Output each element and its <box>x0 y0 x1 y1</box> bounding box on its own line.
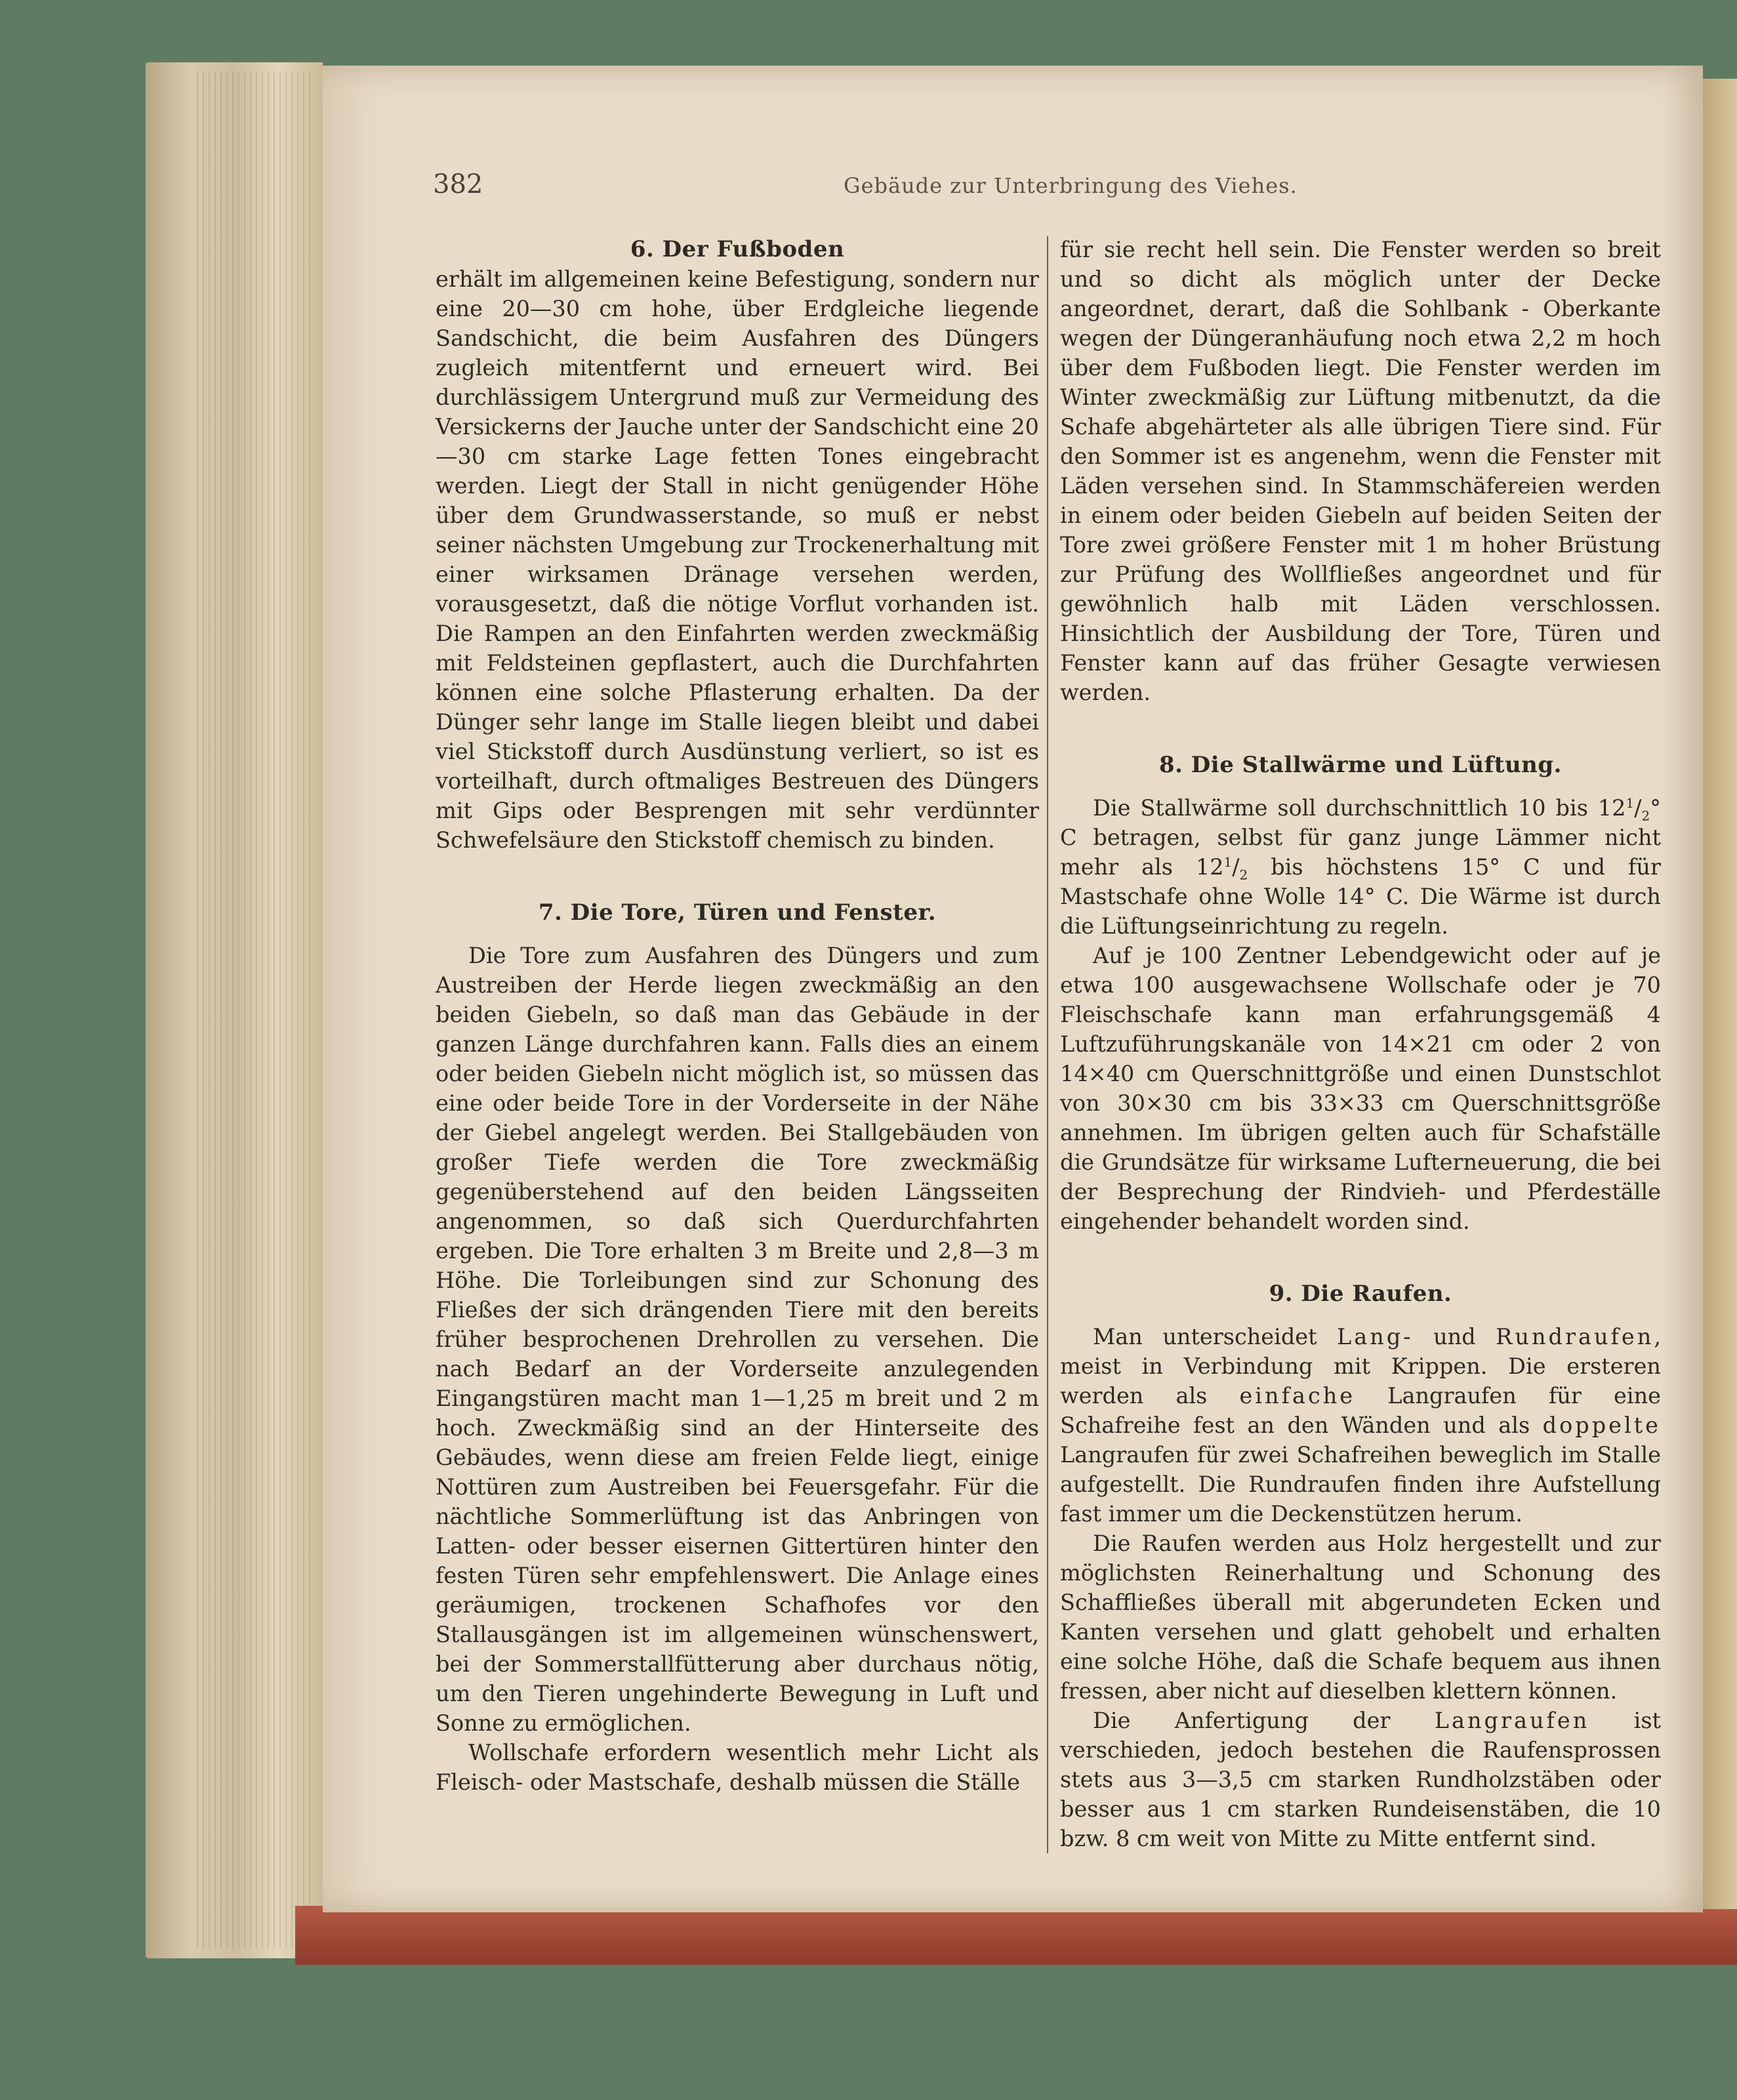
book-cover-edge <box>295 1906 1737 1965</box>
fraction-denominator: 2 <box>1641 808 1650 824</box>
section-7-paragraph-2: Wollschafe erfordern wesentlich mehr Licht als Fleisch- oder Mastschafe, deshalb müssen die Ställe <box>436 1740 1039 1795</box>
section-8-heading: 8. Die Stallwärme und Lüftung. <box>1158 752 1563 778</box>
s8-text-a: Die Stallwärme soll durchschnittlich 10 bis 12 <box>1093 795 1626 821</box>
s9-text-e: Langraufen für zwei Schafreihen beweglich im Stalle aufgestellt. Die Rundraufen finden ihre Aufstellung fast immer um die Deckenstützen herum. <box>1060 1442 1661 1527</box>
s8-text-b: ° C betragen, selbst für ganz junge Lämmer nicht mehr als 12 <box>1060 795 1661 880</box>
page-number: 382 <box>433 169 483 199</box>
section-7-paragraph-2-continued: für sie recht hell sein. Die Fenster werden so breit und so dicht als möglich unter der Decke angeordnet, derart, daß die Sohlbank - Oberkante wegen der Düngeranhäufung noch etwa 2,2 m hoch über dem Fußboden liegt. Die Fenster werden im Winter zweckmäßig zur Lüftung mitbenutzt, da die Schafe abgehärteter als alle übrigen Tiere sind. Für den Sommer ist es angenehm, wenn die Fenster mit Läden versehen sind. In Stammschäfereien werden in einem oder beiden Giebeln auf beiden Seiten der Tore zwei größere Fenster mit 1 m hoher Brüstung zur Prüfung des Wollfließes angeordnet und für gewöhnlich halb mit Läden verschlossen. Hinsichtlich der Ausbildung der Tore, Türen und Fenster kann auf das früher Gesagte verwiesen werden. <box>1060 237 1661 705</box>
section-9-paragraph-3 <box>1060 1706 1661 1853</box>
section-8-paragraph-1: Die Stallwärme soll durchschnittlich 10 bis $12^1/_2^\circ$ C betragen, selbst für ganz junge Lämmer nicht mehr als $12^1/_2$ bis höchstens 15° C und für Mastschafe ohne Wolle 14° C. Die Wärme ist durch die Lüftungseinrichtung zu regeln. <box>1060 794 1662 939</box>
term-rundraufen: Rundraufen <box>1496 1324 1654 1349</box>
fraction-denominator-2: 2 <box>1239 867 1248 883</box>
s9-text-c: , meist in Verbindung mit Krippen. Die ersteren werden als <box>1060 1324 1661 1409</box>
section-6-heading: 6. Der Fußboden <box>630 236 845 262</box>
section-9-paragraph-1 <box>1060 1322 1661 1529</box>
section-6-paragraph: erhält im allgemeinen keine Befestigung, sondern nur eine 20—30 cm hohe, über Erdgleiche liegende Sandschicht, die beim Ausfahren des Düngers zugleich mitentfernt und erneuert wird. Bei durchlässigem Untergrund muß zur Vermeidung des Versickerns der Jauche unter der Sandschicht eine 20—30 cm starke Lage fetten Tones eingebracht werden. Liegt der Stall in nicht genügender Höhe über dem Grundwasserstande, so muß er nebst seiner nächsten Umgebung zur Trockenerhaltung mit einer wirksamen Dränage versehen werden, vorausgesetzt, daß die nötige Vorflut vorhanden ist. Die Rampen an den Einfahrten werden zweckmäßig mit Feldsteinen gepflastert, auch die Durchfahrten können eine solche Pflasterung erhalten. Da der Dünger sehr lange im Stalle liegen bleibt und dabei viel Stickstoff durch Ausdünstung verliert, so ist es vorteilhaft, durch oftmaliges Bestreuen des Düngers mit Gips oder Besprengen mit sehr verdünnter Schwefelsäure den Stickstoff chemisch zu binden. <box>436 266 1039 853</box>
section-8-paragraph-2: Auf je 100 Zentner Lebendgewicht oder auf je etwa 100 ausgewachsene Wollschafe oder je 70 Fleischschafe kann man erfahrungsgemäß 4 Luftzuführungskanäle von 14×21 cm oder 2 von 14×40 cm Querschnittgröße und einen Dunstschlot von 30×30 cm bis 33×33 cm Querschnittsgröße annehmen. Im übrigen gelten auch für Schafställe die Grundsätze für wirksame Lufterneuerung, die bei der Besprechung der Rindvieh- und Pferdeställe eingehender behandelt worden sind. <box>1060 943 1661 1234</box>
section-7-heading: 7. Die Tore, Türen und Fenster. <box>538 899 937 926</box>
s9-text-a: Man unterscheidet <box>1093 1324 1338 1349</box>
section-9-paragraph-2: Die Raufen werden aus Holz hergestellt und zur möglichsten Reinerhaltung und Schonung des Schaffließes überall mit abgerundeten Ecken und Kanten versehen und glatt gehobelt und erhalten eine solche Höhe, daß die Schafe bequem aus ihnen fressen, aber nicht auf dieselben klettern können. <box>1060 1531 1661 1704</box>
s9-text-d: Langraufen für eine Schafreihe fest an den Wänden und als <box>1060 1383 1661 1438</box>
facing-page-edge <box>1703 79 1737 1909</box>
term-einfache: einfache <box>1239 1383 1356 1409</box>
fraction-numerator-2: 1 <box>1223 854 1233 870</box>
section-9-heading: 9. Die Raufen. <box>1269 1281 1452 1307</box>
column-divider <box>1047 236 1048 1853</box>
s9-text-b: und <box>1413 1324 1496 1349</box>
page-header <box>433 169 1666 209</box>
right-column <box>1060 235 1661 1855</box>
term-lang: Lang- <box>1337 1324 1414 1349</box>
term-doppelte: doppelte <box>1542 1412 1661 1438</box>
term-langraufen: Langraufen <box>1434 1708 1590 1733</box>
left-column <box>436 235 1039 1855</box>
running-head: Gebäude zur Unterbringung des Viehes. <box>844 173 1298 198</box>
fraction-numerator: 1 <box>1625 794 1635 811</box>
s9-p3-text-a: Die Anfertigung der <box>1093 1708 1435 1733</box>
s9-p3-text-b: ist verschieden, jedoch bestehen die Raufensprossen stets aus 3—3,5 cm starken Rundholzstäben oder besser aus 1 cm starken Rundeisenstäben, die 10 bzw. 8 cm weit von Mitte zu Mitte entfernt sind. <box>1060 1708 1661 1851</box>
s8-text-c: bis höchstens 15° C und für Mastschafe ohne Wolle 14° C. Die Wärme ist durch die Lüftungseinrichtung zu regeln. <box>1060 854 1662 939</box>
page-edge-lines <box>197 72 315 1948</box>
section-7-paragraph-1: Die Tore zum Ausfahren des Düngers und zum Austreiben der Herde liegen zweckmäßig an den beiden Giebeln, so daß man das Gebäude in der ganzen Länge durchfahren kann. Falls dies an einem oder beiden Giebeln nicht möglich ist, so müssen das eine oder beide Tore in der Vorderseite in der Nähe der Giebel angelegt werden. Bei Stallgebäuden von großer Tiefe werden die Tore zweckmäßig gegenüberstehend auf den beiden Längsseiten angenommen, so daß sich Querdurchfahrten ergeben. Die Tore erhalten 3 m Breite und 2,8—3 m Höhe. Die Torleibungen sind zur Schonung des Fließes der sich drängenden Tiere mit den bereits früher besprochenen Drehrollen zu versehen. Die nach Bedarf an der Vorderseite anzulegenden Eingangstüren macht man 1—1,25 m breit und 2 m hoch. Zweckmäßig sind an der Hinterseite des Gebäudes, wenn diese am freien Felde liegt, einige Nottüren zum Austreiben bei Feuersgefahr. Für die nächtliche Sommerlüftung ist das Anbringen von Latten- oder besser eisernen Gittertüren hinter den festen Türen sehr empfehlenswert. Die Anlage eines geräumigen, trockenen Schafhofes vor den Stallausgängen ist im allgemeinen wünschenswert, bei der Sommerstallfütterung aber durchaus nötig, um den Tieren ungehinderte Bewegung in Luft und Sonne zu ermöglichen. <box>436 943 1039 1736</box>
